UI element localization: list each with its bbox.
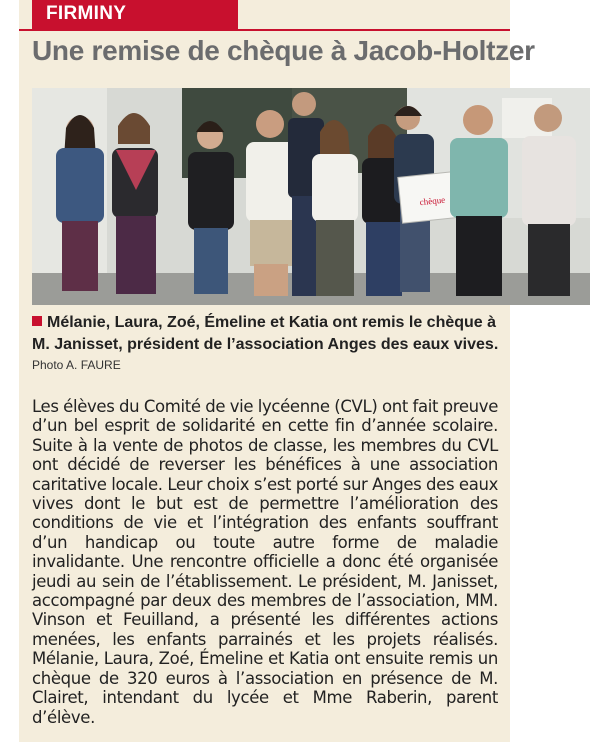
caption-bullet-square xyxy=(32,316,42,326)
group-photo xyxy=(32,88,590,305)
caption-text: Mélanie, Laura, Zoé, Émeline et Katia ont remis le chèque à M. Janisset, président de l’association Anges des eaux vives. xyxy=(32,314,499,353)
section-rule xyxy=(19,29,510,31)
photo-credit: Photo A. FAURE xyxy=(32,358,121,372)
photo-caption xyxy=(32,312,507,356)
headline: Une remise de chèque à Jacob-Holtzer xyxy=(32,35,535,66)
certificate-label: chèque xyxy=(419,194,446,208)
article-body: Les élèves du Comité de vie lycéenne (CVL) ont fait preuve d’un bel esprit de solidarité en cette fin d’année scolaire. Suite à la vente de photos de classe, les membres du CVL ont décidé de reverser les bénéfices à une association caritative locale. Leur choix s’est porté sur Anges des eaux vives dont le but est de permettre l’amélioration des conditions de vie et l’intégration des enfants souffrant d’un handicap ou toute autre forme de maladie invalidante. Une rencontre officielle a donc été organisée jeudi au sein de l’établissement. Le président, M. Janisset, accompagné par deux des membres de l’association, MM. Vinson et Feuilland, a présenté les différentes actions menées, les enfants parrainés et les projets réalisés. Mélanie, Laura, Zoé, Émeline et Katia ont ensuite remis un chèque de 320 euros à l’association en présence de M. Clairet, intendant du lycée et Mme Raberin, parent d’élève. xyxy=(32,397,498,727)
section-label: FIRMINY xyxy=(46,3,127,24)
group-photo-illustration xyxy=(32,88,590,305)
